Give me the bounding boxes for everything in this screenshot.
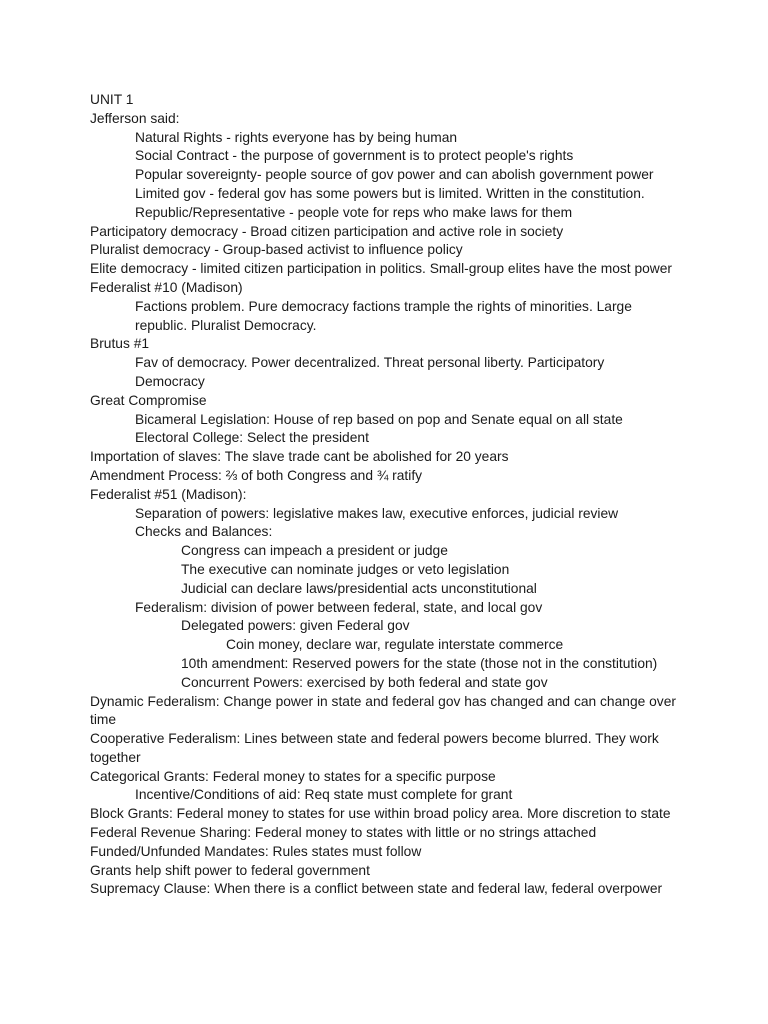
document-line: Congress can impeach a president or judge xyxy=(181,543,448,559)
document-line: Dynamic Federalism: Change power in state and federal gov has changed and can change over xyxy=(90,693,676,709)
document-line: Block Grants: Federal money to states for use within broad policy area. More discretion to state xyxy=(90,806,671,822)
document-line: Federal Revenue Sharing: Federal money to states with little or no strings attached xyxy=(90,825,597,841)
document-line: Natural Rights - rights everyone has by being human xyxy=(135,129,458,145)
document-line: Federalist #51 (Madison): xyxy=(90,486,247,502)
document-line: The executive can nominate judges or veto legislation xyxy=(181,561,510,577)
document-line: Brutus #1 xyxy=(90,336,150,352)
document-line: Funded/Unfunded Mandates: Rules states must follow xyxy=(90,843,422,859)
document-line: Importation of slaves: The slave trade cant be abolished for 20 years xyxy=(90,449,509,465)
document-line: Fav of democracy. Power decentralized. Threat personal liberty. Participatory xyxy=(135,355,605,371)
document-line: Concurrent Powers: exercised by both federal and state gov xyxy=(181,674,548,690)
document-line: Pluralist democracy - Group-based activist to influence policy xyxy=(90,242,463,258)
document-line: Federalism: division of power between federal, state, and local gov xyxy=(135,599,543,615)
document-line: Elite democracy - limited citizen participation in politics. Small-group elites have the most power xyxy=(90,261,673,277)
document-line: Social Contract - the purpose of government is to protect people's rights xyxy=(135,148,574,164)
document-line: Jefferson said: xyxy=(90,110,180,126)
document-line: 10th amendment: Reserved powers for the state (those not in the constitution) xyxy=(181,655,658,671)
document-line: UNIT 1 xyxy=(90,92,134,107)
document-line: time xyxy=(90,712,117,728)
document-line: Incentive/Conditions of aid: Req state must complete for grant xyxy=(135,787,513,803)
document-line: Popular sovereignty- people source of gov power and can abolish government power xyxy=(135,167,654,183)
document-line: Separation of powers: legislative makes law, executive enforces, judicial review xyxy=(135,505,619,521)
document-line: together xyxy=(90,749,141,765)
document-line: Great Compromise xyxy=(90,392,207,408)
document-line: Delegated powers: given Federal gov xyxy=(181,618,410,634)
document-line: Cooperative Federalism: Lines between state and federal powers become blurred. They work xyxy=(90,731,659,747)
document-line: republic. Pluralist Democracy. xyxy=(135,317,317,333)
document-line: Electoral College: Select the president xyxy=(135,430,369,446)
document-line: Republic/Representative - people vote for reps who make laws for them xyxy=(135,204,573,220)
document-line: Participatory democracy - Broad citizen participation and active role in society xyxy=(90,223,564,239)
document-line: Coin money, declare war, regulate interstate commerce xyxy=(226,637,564,653)
document-line: Categorical Grants: Federal money to states for a specific purpose xyxy=(90,768,496,784)
document-line: Grants help shift power to federal government xyxy=(90,862,370,878)
document-line: Checks and Balances: xyxy=(135,524,273,540)
document-line: Bicameral Legislation: House of rep based on pop and Senate equal on all state xyxy=(135,411,623,427)
document-line: Democracy xyxy=(135,373,205,389)
document-line: Supremacy Clause: When there is a conflict between state and federal law, federal overpower xyxy=(90,881,663,897)
document-body xyxy=(90,91,690,899)
document-line: Limited gov - federal gov has some powers but is limited. Written in the constitution. xyxy=(135,185,645,201)
document-line: Factions problem. Pure democracy factions trample the rights of minorities. Large xyxy=(135,298,632,314)
document-line: Amendment Process: ⅔ of both Congress and ¾ ratify xyxy=(90,467,423,483)
document-line: Federalist #10 (Madison) xyxy=(90,279,243,295)
document-line: Judicial can declare laws/presidential acts unconstitutional xyxy=(181,580,537,596)
